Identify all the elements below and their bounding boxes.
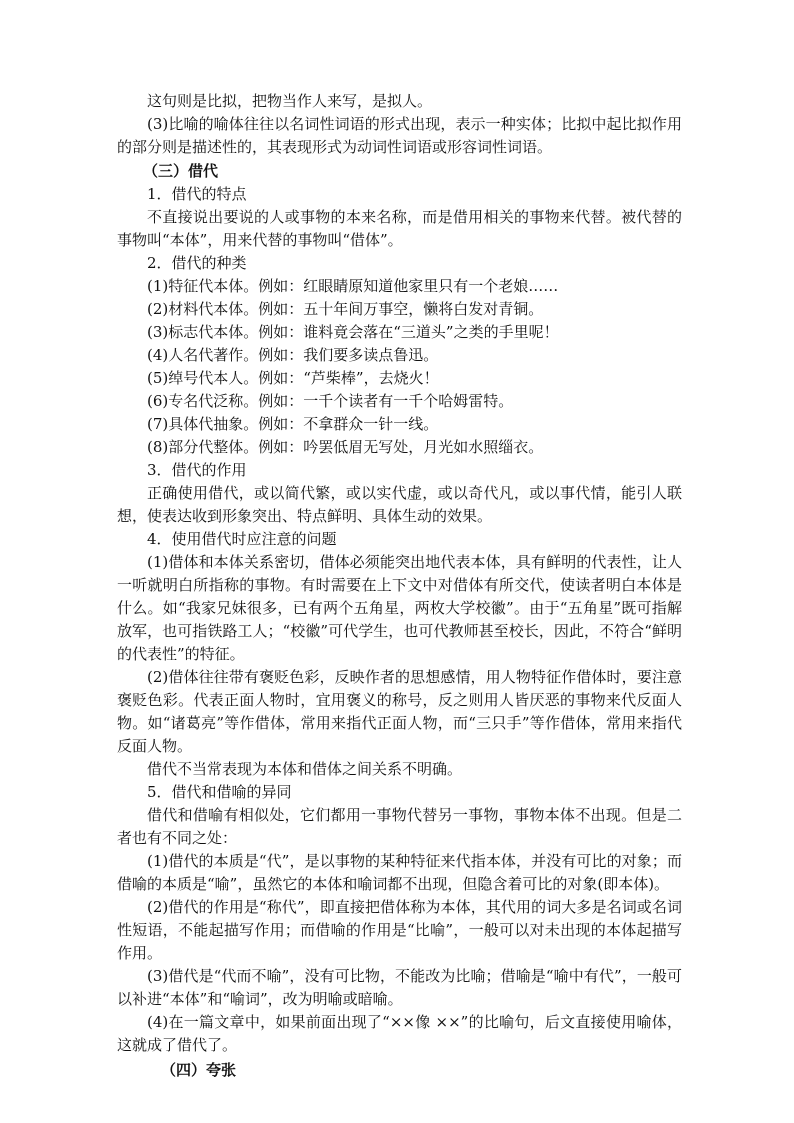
paragraph: (4)在一篇文章中，如果前面出现了“××像 ××”的比喻句，后文直接使用喻体，这就成了借代了。 [117,1013,682,1054]
paragraph: (1)借代的本质是“代”，是以事物的某种特征来代指本体，并没有可比的对象；而借喻的本质是“喻”，虽然它的本体和喻词都不出现，但隐含着可比的对象(即本体)。 [117,852,682,893]
paragraph: 正确使用借代，或以简代繁，或以实代虚，或以奇代凡，或以事代情，能引人联想，使表达收到形象突出、特点鲜明、具体生动的效果。 [117,484,682,525]
paragraph: (2)借体往往带有褒贬色彩，反映作者的思想感情，用人物特征作借体时，要注意褒贬色彩。代表正面人物时，宜用褒义的称号，反之则用人皆厌恶的事物来代反面人物。如“诸葛亮”等作借体，常用来指代正面人物，而“三只手”等作借体，常用来指代反面人物。 [117,668,682,755]
paragraph: (2)借代的作用是“称代”，即直接把借体称为本体，其代用的词大多是名词或名词性短语，不能起描写作用；而借喻的作用是“比喻”，一般可以对未出现的本体起描写作用。 [117,898,682,962]
paragraph: (3)借代是“代而不喻”，没有可比物，不能改为比喻；借喻是“喻中有代”，一般可以补进“本体”和“喻词”，改为明喻或暗喻。 [117,967,682,1008]
subsection-heading: 3．借代的作用 [147,461,247,479]
list-item: (3)标志代本体。例如：谁料竟会落在“三道头”之类的手里呢！ [147,323,559,341]
subsection-heading: 2．借代的种类 [147,254,247,272]
subsection-heading: 5．借代和借喻的异同 [147,783,292,801]
document-body [117,90,682,1082]
paragraph: 不直接说出要说的人或事物的本来名称，而是借用相关的事物来代替。被代替的事物叫“本体”，用来代替的事物叫“借体”。 [117,208,682,249]
section-heading: （四）夸张 [161,1061,237,1079]
list-item: (6)专名代泛称。例如：一千个读者有一千个哈姆雷特。 [147,392,514,410]
list-item: (4)人名代著作。例如：我们要多读点鲁迅。 [147,346,439,364]
section-heading: （三）借代 [143,162,219,180]
subsection-heading: 4．使用借代时应注意的问题 [147,530,337,548]
list-item: (2)材料代本体。例如：五十年间万事空，懒将白发对青铜。 [147,300,544,318]
paragraph: 这句则是比拟，把物当作人来写，是拟人。 [147,92,433,110]
paragraph: 借代不当常表现为本体和借体之间关系不明确。 [147,760,463,778]
list-item: (7)具体代抽象。例如：不拿群众一针一线。 [147,415,439,433]
paragraph: 借代和借喻有相似处，它们都用一事物代替另一事物，事物本体不出现。但是二者也有不同之处： [117,806,682,847]
list-item: (5)绰号代本人。例如：“芦柴棒”，去烧火！ [147,369,439,387]
paragraph: (3)比喻的喻体往往以名词性词语的形式出现，表示一种实体；比拟中起比拟作用的部分则是描述性的，其表现形式为动词性词语或形容词性词语。 [117,115,682,156]
list-item: (8)部分代整体。例如：吟罢低眉无写处，月光如水照缁衣。 [147,438,544,456]
paragraph: (1)借体和本体关系密切，借体必须能突出地代表本体，具有鲜明的代表性，让人一听就明白所指称的事物。有时需要在上下文中对借体有所交代，使读者明白本体是什么。如“我家兄妹很多，已有两个五角星，两枚大学校徽”。由于“五角星”既可指解放军，也可指铁路工人；“校徽”可代学生，也可代教师甚至校长，因此，不符合“鲜明的代表性”的特征。 [117,553,682,663]
subsection-heading: 1．借代的特点 [147,185,247,203]
list-item: (1)特征代本体。例如：红眼睛原知道他家里只有一个老娘…… [147,277,559,295]
